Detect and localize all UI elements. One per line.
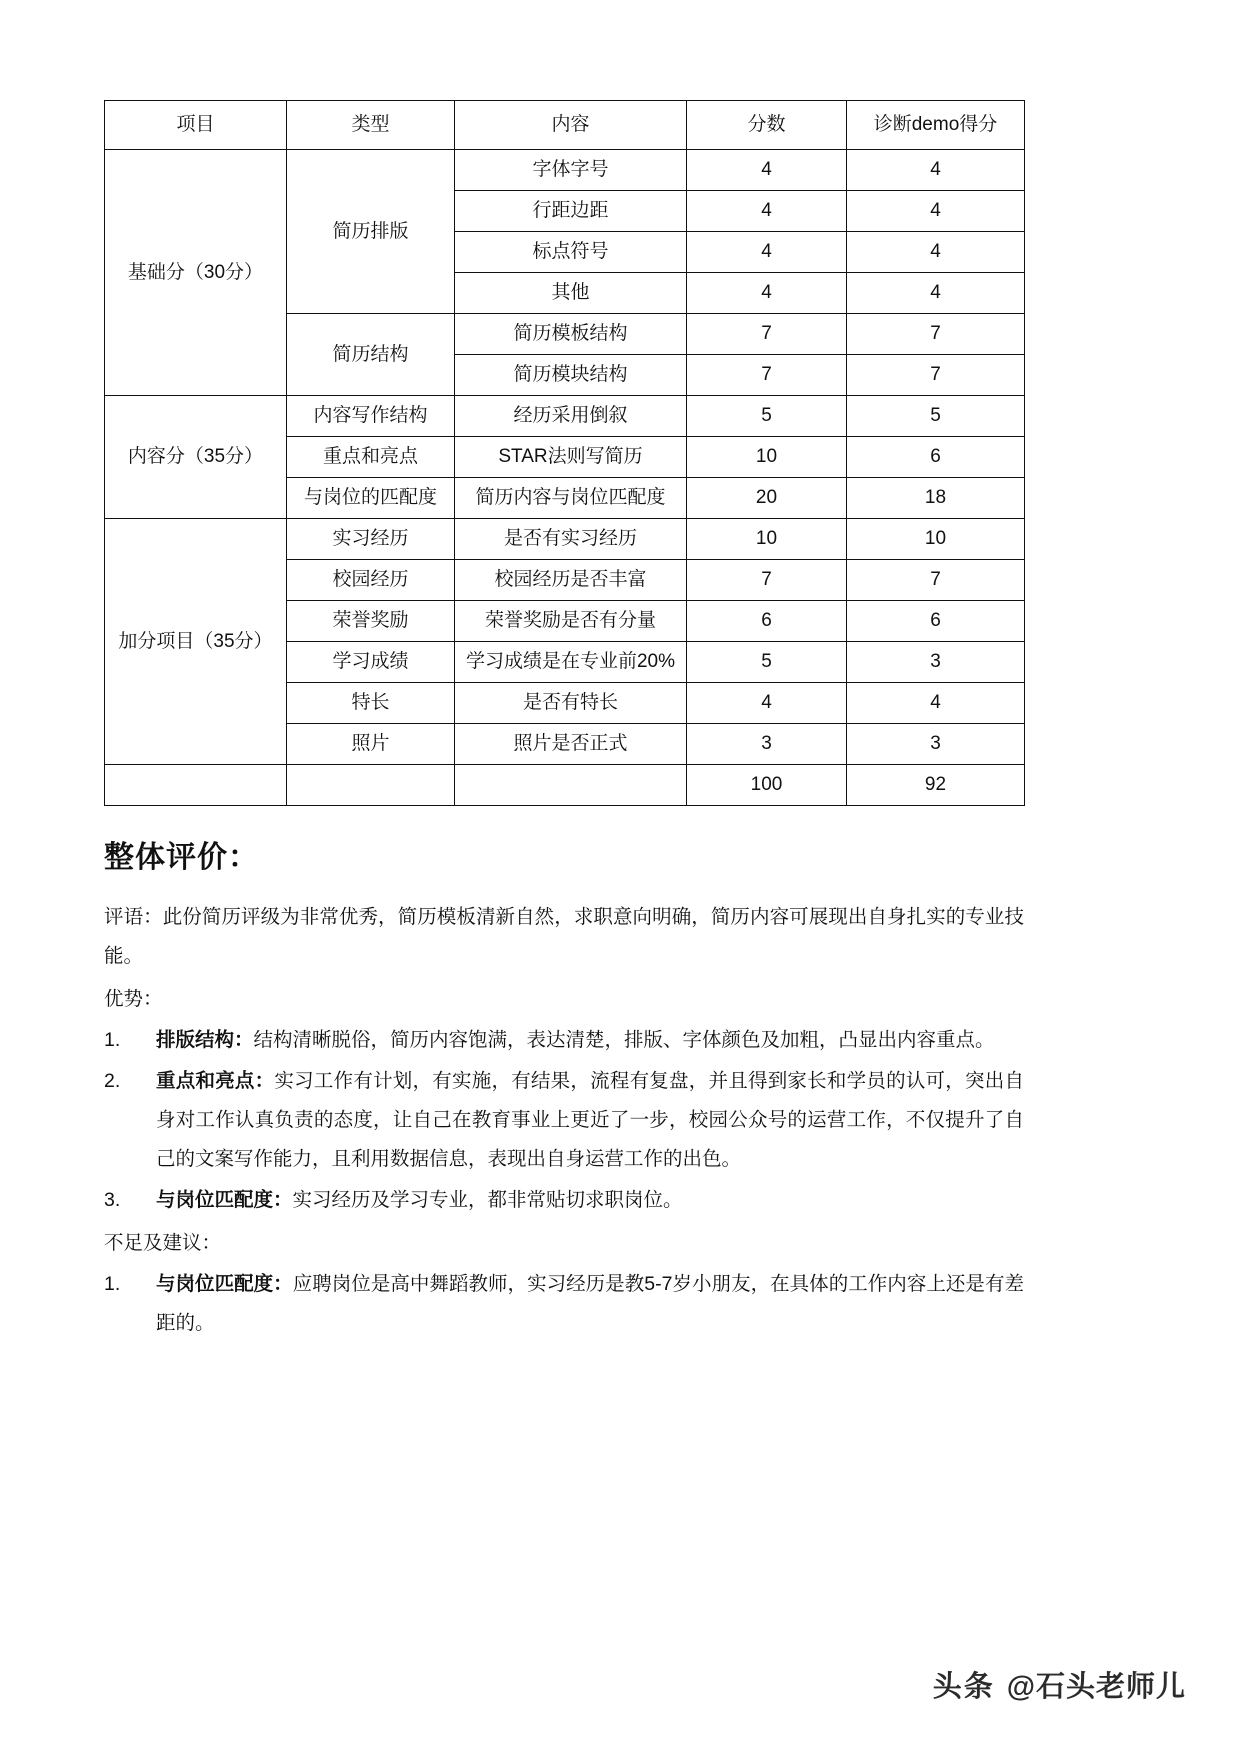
advantages-list	[104, 1021, 1024, 1220]
toutiao-logo: 头条	[932, 1671, 995, 1703]
list-item-number: 2.	[104, 1070, 121, 1092]
score-value: 7	[687, 355, 847, 396]
score-value: 4	[687, 232, 847, 273]
type-label: 学习成绩	[287, 642, 455, 683]
shortcomings-label: 不足及建议：	[104, 1232, 222, 1254]
demo-value: 7	[847, 560, 1025, 601]
demo-value: 5	[847, 396, 1025, 437]
score-value: 7	[687, 560, 847, 601]
total-item-empty	[105, 765, 287, 806]
demo-value: 6	[847, 601, 1025, 642]
type-label: 与岗位的匹配度	[287, 478, 455, 519]
type-label: 特长	[287, 683, 455, 724]
demo-value: 4	[847, 273, 1025, 314]
overall-evaluation-title: 整体评价：	[104, 841, 259, 874]
demo-value: 4	[847, 191, 1025, 232]
content-label: 照片是否正式	[455, 724, 687, 765]
score-value: 4	[687, 150, 847, 191]
list-item-lead: 与岗位匹配度：	[156, 1273, 293, 1295]
table-header-row	[105, 101, 1025, 150]
demo-value: 4	[847, 232, 1025, 273]
table-total-row	[105, 765, 1025, 806]
total-score-value: 100	[687, 765, 847, 806]
demo-value: 18	[847, 478, 1025, 519]
list-item-number: 1.	[104, 1029, 121, 1051]
list-item-text: 应聘岗位是高中舞蹈教师，实习经历是教5-7岁小朋友，在具体的工作内容上还是有差距的。	[156, 1273, 1024, 1334]
evaluation-comment: 评语：此份简历评级为非常优秀，简历模板清新自然，求职意向明确，简历内容可展现出自身扎实的专业技能。	[104, 906, 1024, 967]
score-value: 7	[687, 314, 847, 355]
list-item	[104, 1021, 1024, 1060]
list-item-text: 结构清晰脱俗，简历内容饱满，表达清楚，排版、字体颜色及加粗，凸显出内容重点。	[253, 1029, 995, 1051]
content-label: 简历模块结构	[455, 355, 687, 396]
content-label: 学习成绩是在专业前20%	[455, 642, 687, 683]
type-label: 简历结构	[287, 314, 455, 396]
header-demo: 诊断demo得分	[847, 101, 1025, 150]
list-item	[104, 1062, 1024, 1179]
list-item-text: 实习工作有计划，有实施，有结果，流程有复盘，并且得到家长和学员的认可，突出自身对工作认真负责的态度，让自己在教育事业上更近了一步，校园公众号的运营工作，不仅提升了自己的文案写作能力，且利用数据信息，表现出自身运营工作的出色。	[156, 1070, 1024, 1170]
list-item-lead: 重点和亮点：	[156, 1070, 275, 1092]
content-label: 其他	[455, 273, 687, 314]
score-value: 6	[687, 601, 847, 642]
score-value: 4	[687, 683, 847, 724]
advantages-label: 优势：	[104, 988, 163, 1010]
watermark-author: @石头老师儿	[1006, 1671, 1186, 1703]
list-item	[104, 1265, 1024, 1343]
content-label: 是否有特长	[455, 683, 687, 724]
total-type-empty	[287, 765, 455, 806]
score-value: 10	[687, 437, 847, 478]
group-item-label: 基础分（30分）	[105, 150, 287, 396]
content-label: STAR法则写简历	[455, 437, 687, 478]
header-item: 项目	[105, 101, 287, 150]
header-content: 内容	[455, 101, 687, 150]
total-content-empty	[455, 765, 687, 806]
score-value: 5	[687, 396, 847, 437]
table-row	[105, 519, 1025, 560]
header-score: 分数	[687, 101, 847, 150]
header-type: 类型	[287, 101, 455, 150]
score-value: 10	[687, 519, 847, 560]
list-item-number: 3.	[104, 1189, 121, 1211]
list-item-number: 1.	[104, 1273, 121, 1295]
demo-value: 4	[847, 683, 1025, 724]
content-label: 是否有实习经历	[455, 519, 687, 560]
content-label: 简历内容与岗位匹配度	[455, 478, 687, 519]
shortcomings-list	[104, 1265, 1024, 1343]
resume-score-table	[104, 100, 1025, 806]
content-label: 行距边距	[455, 191, 687, 232]
type-label: 内容写作结构	[287, 396, 455, 437]
content-label: 荣誉奖励是否有分量	[455, 601, 687, 642]
list-item-text: 实习经历及学习专业，都非常贴切求职岗位。	[292, 1189, 683, 1211]
demo-value: 3	[847, 724, 1025, 765]
demo-value: 3	[847, 642, 1025, 683]
content-label: 字体字号	[455, 150, 687, 191]
score-value: 3	[687, 724, 847, 765]
type-label: 校园经历	[287, 560, 455, 601]
table-row	[105, 396, 1025, 437]
watermark	[933, 1664, 1186, 1705]
type-label: 照片	[287, 724, 455, 765]
content-label: 标点符号	[455, 232, 687, 273]
list-item	[104, 1181, 1024, 1220]
document-content	[104, 100, 1024, 1343]
demo-value: 4	[847, 150, 1025, 191]
content-label: 校园经历是否丰富	[455, 560, 687, 601]
score-value: 5	[687, 642, 847, 683]
group-item-label: 内容分（35分）	[105, 396, 287, 519]
type-label: 重点和亮点	[287, 437, 455, 478]
list-item-lead: 排版结构：	[156, 1029, 254, 1051]
score-value: 4	[687, 273, 847, 314]
type-label: 简历排版	[287, 150, 455, 314]
total-demo-value: 92	[847, 765, 1025, 806]
type-label: 荣誉奖励	[287, 601, 455, 642]
demo-value: 7	[847, 314, 1025, 355]
table-row	[105, 150, 1025, 191]
type-label: 实习经历	[287, 519, 455, 560]
content-label: 简历模板结构	[455, 314, 687, 355]
group-item-label: 加分项目（35分）	[105, 519, 287, 765]
score-value: 4	[687, 191, 847, 232]
demo-value: 7	[847, 355, 1025, 396]
list-item-lead: 与岗位匹配度：	[156, 1189, 293, 1211]
score-value: 20	[687, 478, 847, 519]
demo-value: 10	[847, 519, 1025, 560]
demo-value: 6	[847, 437, 1025, 478]
content-label: 经历采用倒叙	[455, 396, 687, 437]
